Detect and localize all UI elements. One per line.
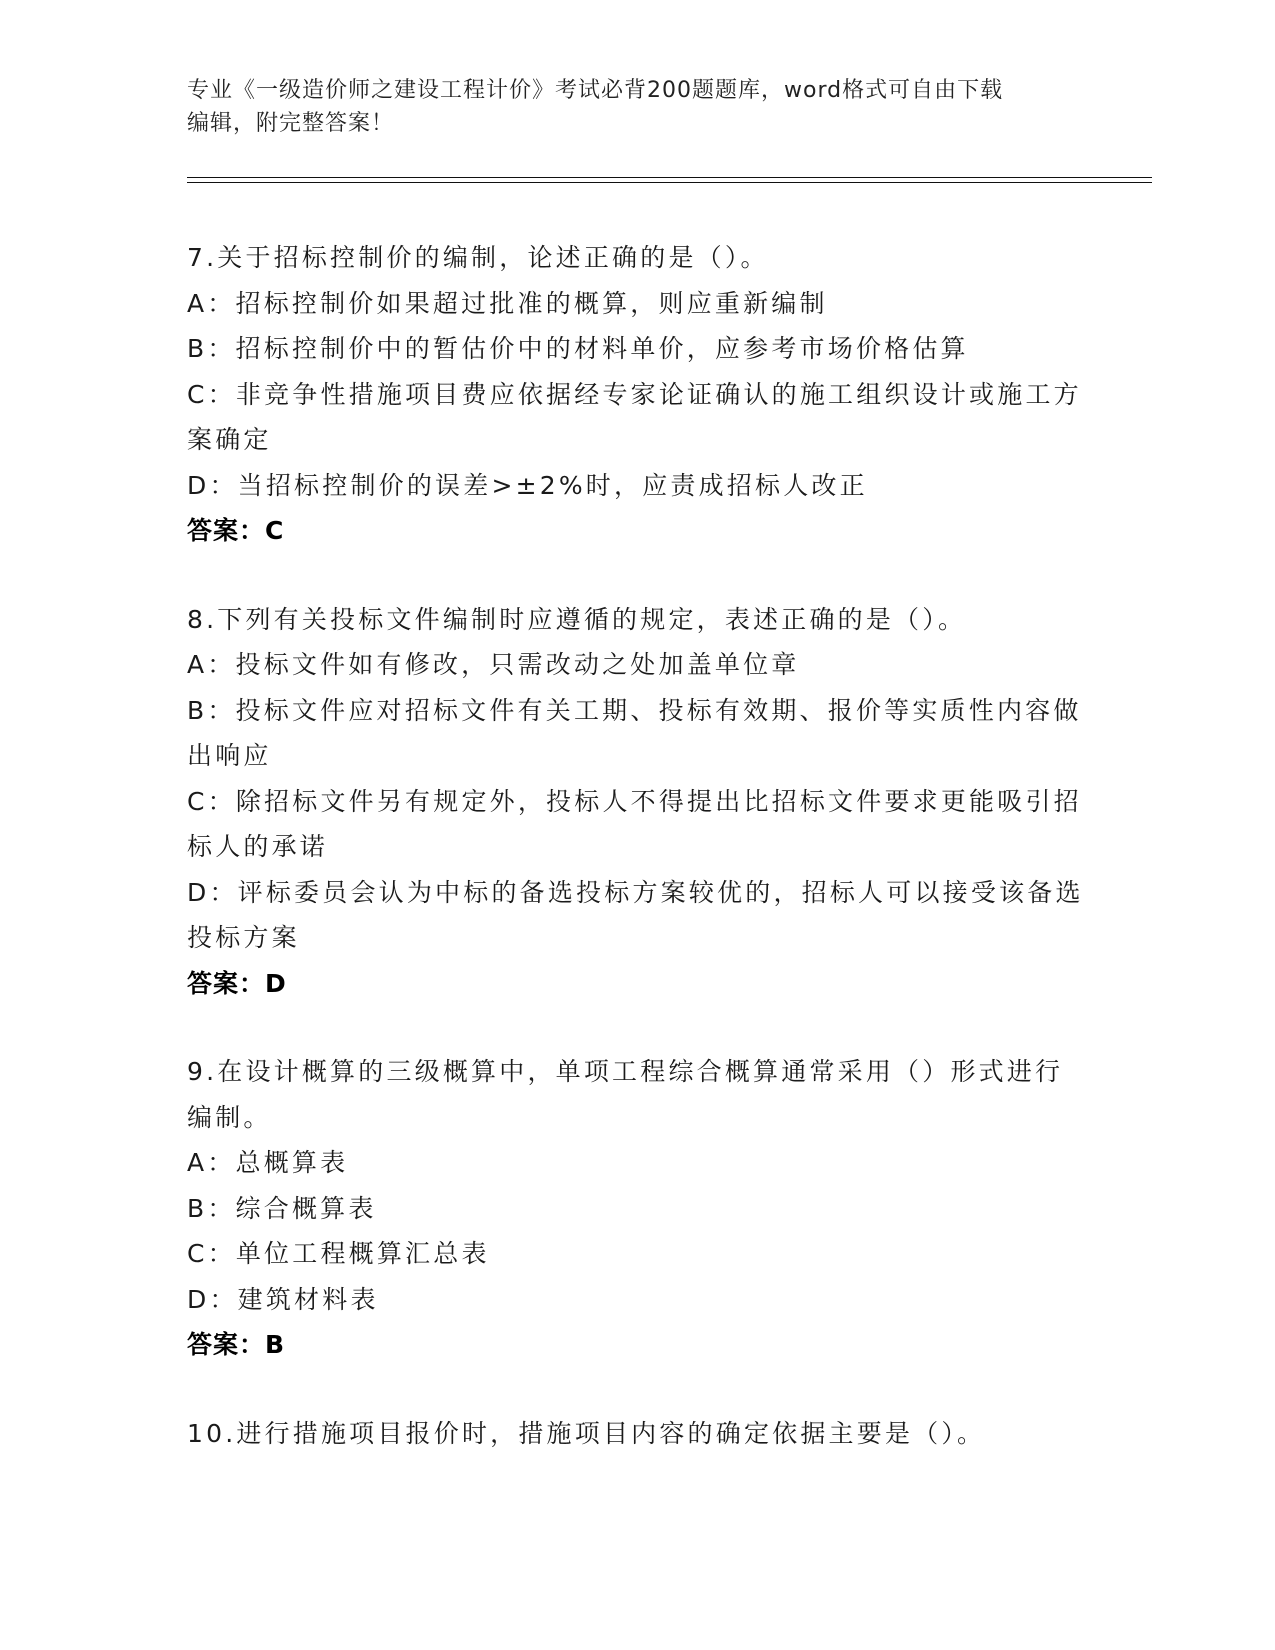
header-divider-bottom [187, 182, 1152, 183]
header-title-line-1: 专业《一级造价师之建设工程计价》考试必背200题题库，word格式可自由下载 [187, 78, 1004, 103]
option-d: D：当招标控制价的误差>±2%时，应责成招标人改正 [187, 470, 868, 500]
header-divider-top [187, 177, 1152, 178]
option-d: D：建筑材料表 [187, 1284, 379, 1314]
option-b: B：投标文件应对招标文件有关工期、投标有效期、报价等实质性内容做出响应 [187, 695, 1082, 770]
question-9 [187, 1049, 1087, 1368]
question-7 [187, 235, 1087, 554]
question-8 [187, 597, 1087, 1007]
document-header [187, 74, 1067, 140]
option-b: B：综合概算表 [187, 1193, 377, 1223]
header-title-line-2: 编辑，附完整答案！ [187, 111, 395, 136]
option-c: C：除招标文件另有规定外，投标人不得提出比招标文件要求更能吸引招标人的承诺 [187, 786, 1082, 861]
question-10 [187, 1411, 1087, 1457]
option-a: A：投标文件如有修改，只需改动之处加盖单位章 [187, 650, 800, 679]
option-d: D：评标委员会认为中标的备选投标方案较优的，招标人可以接受该备选投标方案 [187, 877, 1084, 952]
answer-label: 答案：B [187, 1330, 286, 1359]
option-b: B：招标控制价中的暂估价中的材料单价，应参考市场价格估算 [187, 334, 969, 363]
option-c: C：单位工程概算汇总表 [187, 1239, 490, 1268]
question-stem: 10.进行措施项目报价时，措施项目内容的确定依据主要是（）。 [187, 1418, 986, 1448]
question-list [187, 235, 1087, 1499]
question-stem: 7.关于招标控制价的编制，论述正确的是（）。 [187, 243, 769, 272]
option-a: A：总概算表 [187, 1148, 349, 1177]
option-c: C：非竞争性措施项目费应依据经专家论证确认的施工组织设计或施工方案确定 [187, 379, 1082, 454]
question-stem: 8.下列有关投标文件编制时应遵循的规定，表述正确的是（）。 [187, 604, 967, 634]
question-stem: 9.在设计概算的三级概算中，单项工程综合概算通常采用（）形式进行编制。 [187, 1057, 1064, 1132]
answer-label: 答案：C [187, 516, 285, 545]
answer-label: 答案：D [187, 968, 287, 998]
option-a: A：招标控制价如果超过批准的概算，则应重新编制 [187, 288, 828, 318]
